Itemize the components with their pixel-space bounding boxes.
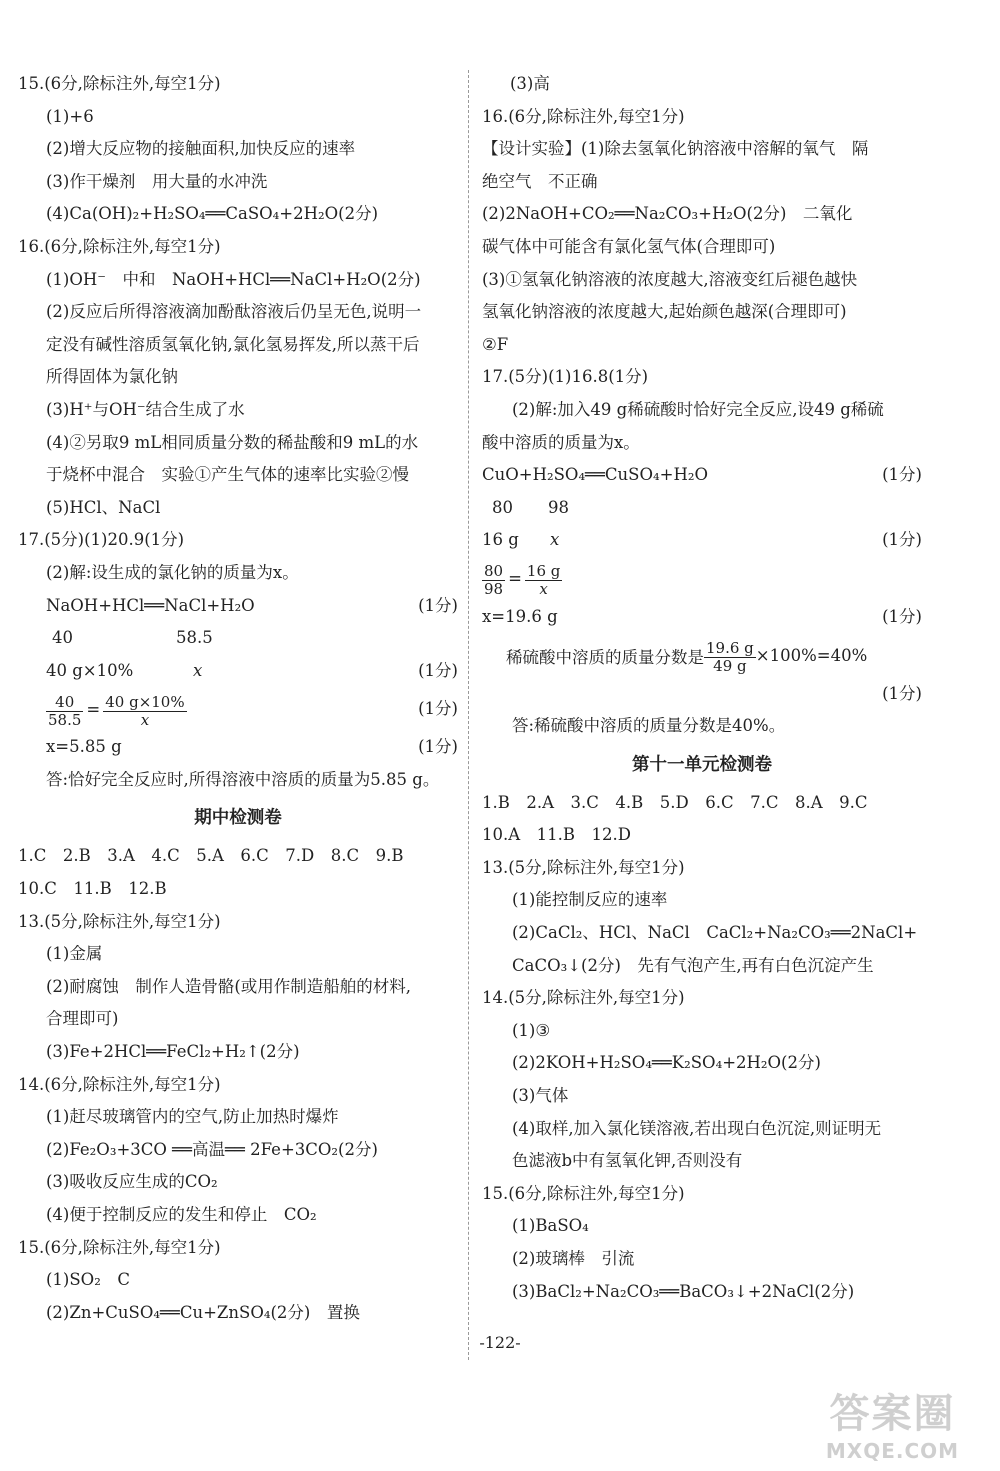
answer-line: 答:稀硫酸中溶质的质量分数是40%。 xyxy=(512,716,786,736)
question-header: 16.(6分,除标注外,每空1分) xyxy=(482,106,685,126)
question-header: 13.(5分,除标注外,每空1分) xyxy=(482,857,685,877)
score-note: (1分) xyxy=(882,530,922,550)
answer-line: (2)玻璃棒 引流 xyxy=(512,1249,635,1268)
watermark-logo xyxy=(795,1382,990,1463)
answer-line: (2)CaCl₂、HCl、NaCl CaCl₂+Na₂CO₃══2NaCl+ xyxy=(512,923,918,943)
answer-line: (3)吸收反应生成的CO₂ xyxy=(46,1172,218,1192)
choice-answers: 10.C 11.B 12.B xyxy=(18,879,167,899)
answer-line: 合理即可) xyxy=(46,1009,119,1029)
fraction: $\frac{80}{98}$ xyxy=(484,562,504,599)
answer-line: (3)H⁺与OH⁻结合生成了水 xyxy=(46,399,245,419)
question-header: 13.(5分,除标注外,每空1分) xyxy=(18,911,221,931)
ratio-line: 16 g x (1分) xyxy=(482,524,922,557)
equation-line: CuO+H₂SO₄══CuSO₄+H₂O (1分) xyxy=(482,459,922,492)
left-column xyxy=(18,68,458,1329)
ratio-line xyxy=(18,622,458,655)
answer-line: (1)+6 xyxy=(46,106,94,126)
section-title: 第十一单元检测卷 xyxy=(632,754,772,775)
answer-line: (1)赶尽玻璃管内的空气,防止加热时爆炸 xyxy=(46,1107,339,1127)
answer-line: (2)反应后所得溶液滴加酚酞溶液后仍呈无色,说明一 xyxy=(46,302,422,322)
score-line xyxy=(482,678,922,711)
answer-line: (3)Fe+2HCl══FeCl₂+H₂↑(2分) xyxy=(46,1042,300,1062)
score-note: (1分) xyxy=(882,683,922,703)
right-column xyxy=(482,68,922,1308)
answer-line: (1)OH⁻ 中和 NaOH+HCl══NaCl+H₂O(2分) xyxy=(46,269,421,289)
answer-line: 所得固体为氯化钠 xyxy=(46,367,178,387)
answer-line: (4)取样,加入氯化镁溶液,若出现白色沉淀,则证明无 xyxy=(512,1118,882,1138)
ratio-value: 40 g×10% xyxy=(46,660,134,680)
fraction: $\frac{19.6 g}{49 g}$ xyxy=(706,639,754,675)
answer-line: (1)金属 xyxy=(46,944,103,964)
answer-line: (4)便于控制反应的发生和停止 CO₂ xyxy=(46,1205,317,1224)
fraction: $\frac{16 g}{x}$ xyxy=(526,562,561,599)
answer-line: (4)Ca(OH)₂+H₂SO₄══CaSO₄+2H₂O(2分) xyxy=(46,204,379,224)
ratio-value: x xyxy=(193,660,203,680)
score-note: (1分) xyxy=(418,660,458,680)
answer-line: (2)2KOH+H₂SO₄══K₂SO₄+2H₂O(2分) xyxy=(512,1053,821,1073)
question-header: 15.(6分,除标注外,每空1分) xyxy=(482,1183,685,1203)
score-note: (1分) xyxy=(882,606,922,626)
answer-line: (2)2NaOH+CO₂══Na₂CO₃+H₂O(2分) 二氧化 xyxy=(482,204,853,224)
question-header: 14.(6分,除标注外,每空1分) xyxy=(18,1074,221,1094)
answer-line: (3)气体 xyxy=(512,1086,569,1106)
answer-line: (2)Zn+CuSO₄══Cu+ZnSO₄(2分) 置换 xyxy=(46,1302,360,1322)
fraction: $\frac{40 g\times 10\%}{x}$ xyxy=(105,692,185,729)
answer-line: 色滤液b中有氢氧化钾,否则没有 xyxy=(512,1151,743,1171)
answer-line: (2)增大反应物的接触面积,加快反应的速率 xyxy=(46,139,356,159)
question-header: 15.(6分,除标注外,每空1分) xyxy=(18,1237,221,1257)
answer-line: (1)③ xyxy=(512,1020,551,1040)
answer-line: (2)耐腐蚀 制作人造骨骼(或用作制造船舶的材料, xyxy=(46,976,412,996)
column-divider xyxy=(468,70,469,1360)
question-header: 17.(5分)(1)16.8(1分) xyxy=(482,367,649,387)
answer-line: (3)BaCl₂+Na₂CO₃══BaCO₃↓+2NaCl(2分) xyxy=(512,1281,855,1301)
answer-line: (1)SO₂ C xyxy=(46,1270,130,1290)
answer-line: ②F xyxy=(482,334,509,354)
proportion-line: $\frac{40}{58.5}$ = $\frac{40 g\times 10\%}{x}$ (1分) xyxy=(48,692,458,729)
answer-line: 绝空气 不正确 xyxy=(482,171,598,191)
section-title: 期中检测卷 xyxy=(194,808,282,829)
score-note: (1分) xyxy=(882,465,922,485)
fraction: $\frac{40}{58.5}$ xyxy=(48,692,82,729)
ratio-line: 80 98 xyxy=(492,497,569,517)
answer-line: (1)能控制反应的速率 xyxy=(512,890,668,910)
answer-line: 答:恰好完全反应时,所得溶液中溶质的质量为5.85 g。 xyxy=(46,769,440,789)
answer-line: (3)作干燥剂 用大量的水冲洗 xyxy=(46,171,268,191)
question-header: 16.(6分,除标注外,每空1分) xyxy=(18,236,221,256)
choice-answers: 1.B 2.A 3.C 4.B 5.D 6.C 7.C 8.A 9.C xyxy=(482,792,868,812)
question-header: 15.(6分,除标注外,每空1分) xyxy=(18,74,221,93)
page-number: -122- xyxy=(479,1333,521,1352)
watermark-title: 答案圈 xyxy=(829,1391,956,1437)
answer-line: 氢氧化钠溶液的浓度越大,起始颜色越深(合理即可) xyxy=(482,302,847,322)
answer-line: 于烧杯中混合 实验①产生气体的速率比实验②慢 xyxy=(46,465,409,485)
proportion-line: $\frac{80}{98}$ = $\frac{16 g}{x}$ xyxy=(484,562,561,599)
question-header: 14.(5分,除标注外,每空1分) xyxy=(482,988,685,1008)
answer-line: 【设计实验】(1)除去氢氧化钠溶液中溶解的氧气 隔 xyxy=(482,139,869,159)
answer-line: (2)解:加入49 g稀硫酸时恰好完全反应,设49 g稀硫 xyxy=(512,399,884,419)
percentage-line: 稀硫酸中溶质的质量分数是 $\frac{19.6 g}{49 g}$ ×100%=40% xyxy=(506,639,868,675)
watermark-url: MXQE.COM xyxy=(825,1439,960,1463)
score-note: (1分) xyxy=(418,737,458,757)
answer-line: CaCO₃↓(2分) 先有气泡产生,再有白色沉淀产生 xyxy=(512,955,874,975)
equation-text: NaOH+HCl══NaCl+H₂O xyxy=(46,595,255,615)
score-note: (1分) xyxy=(418,595,458,615)
question-header: 17.(5分)(1)20.9(1分) xyxy=(18,530,185,550)
choice-answers: 1.C 2.B 3.A 4.C 5.A 6.C 7.D 8.C 9.B xyxy=(18,846,404,866)
answer-line: (4)②另取9 mL相同质量分数的稀盐酸和9 mL的水 xyxy=(46,432,419,452)
ratio-value: 58.5 xyxy=(176,628,213,648)
answer-line: (2)Fe₂O₃+3CO ══高温══ 2Fe+3CO₂(2分) xyxy=(46,1139,378,1159)
answer-line: (2)解:设生成的氯化钠的质量为x。 xyxy=(46,562,299,582)
ratio-line xyxy=(18,655,458,688)
equation-line xyxy=(18,590,458,623)
answer-line: 碳气体中可能含有氯化氢气体(合理即可) xyxy=(482,236,776,256)
answer-line: 酸中溶质的质量为x。 xyxy=(482,432,640,452)
answer-line: (3)①氢氧化钠溶液的浓度越大,溶液变红后褪色越快 xyxy=(482,269,858,289)
answer-line: x=19.6 g (1分) xyxy=(482,601,922,634)
answer-line: (1)BaSO₄ xyxy=(512,1216,589,1236)
answer-line: x=5.85 g (1分) xyxy=(18,731,458,764)
answer-line: (3)高 xyxy=(510,74,550,93)
ratio-value: 40 xyxy=(52,628,73,648)
answer-line: (5)HCl、NaCl xyxy=(46,497,161,517)
score-note: (1分) xyxy=(418,699,458,719)
choice-answers: 10.A 11.B 12.D xyxy=(482,825,631,845)
answer-line: 定没有碱性溶质氢氧化钠,氯化氢易挥发,所以蒸干后 xyxy=(46,334,420,354)
